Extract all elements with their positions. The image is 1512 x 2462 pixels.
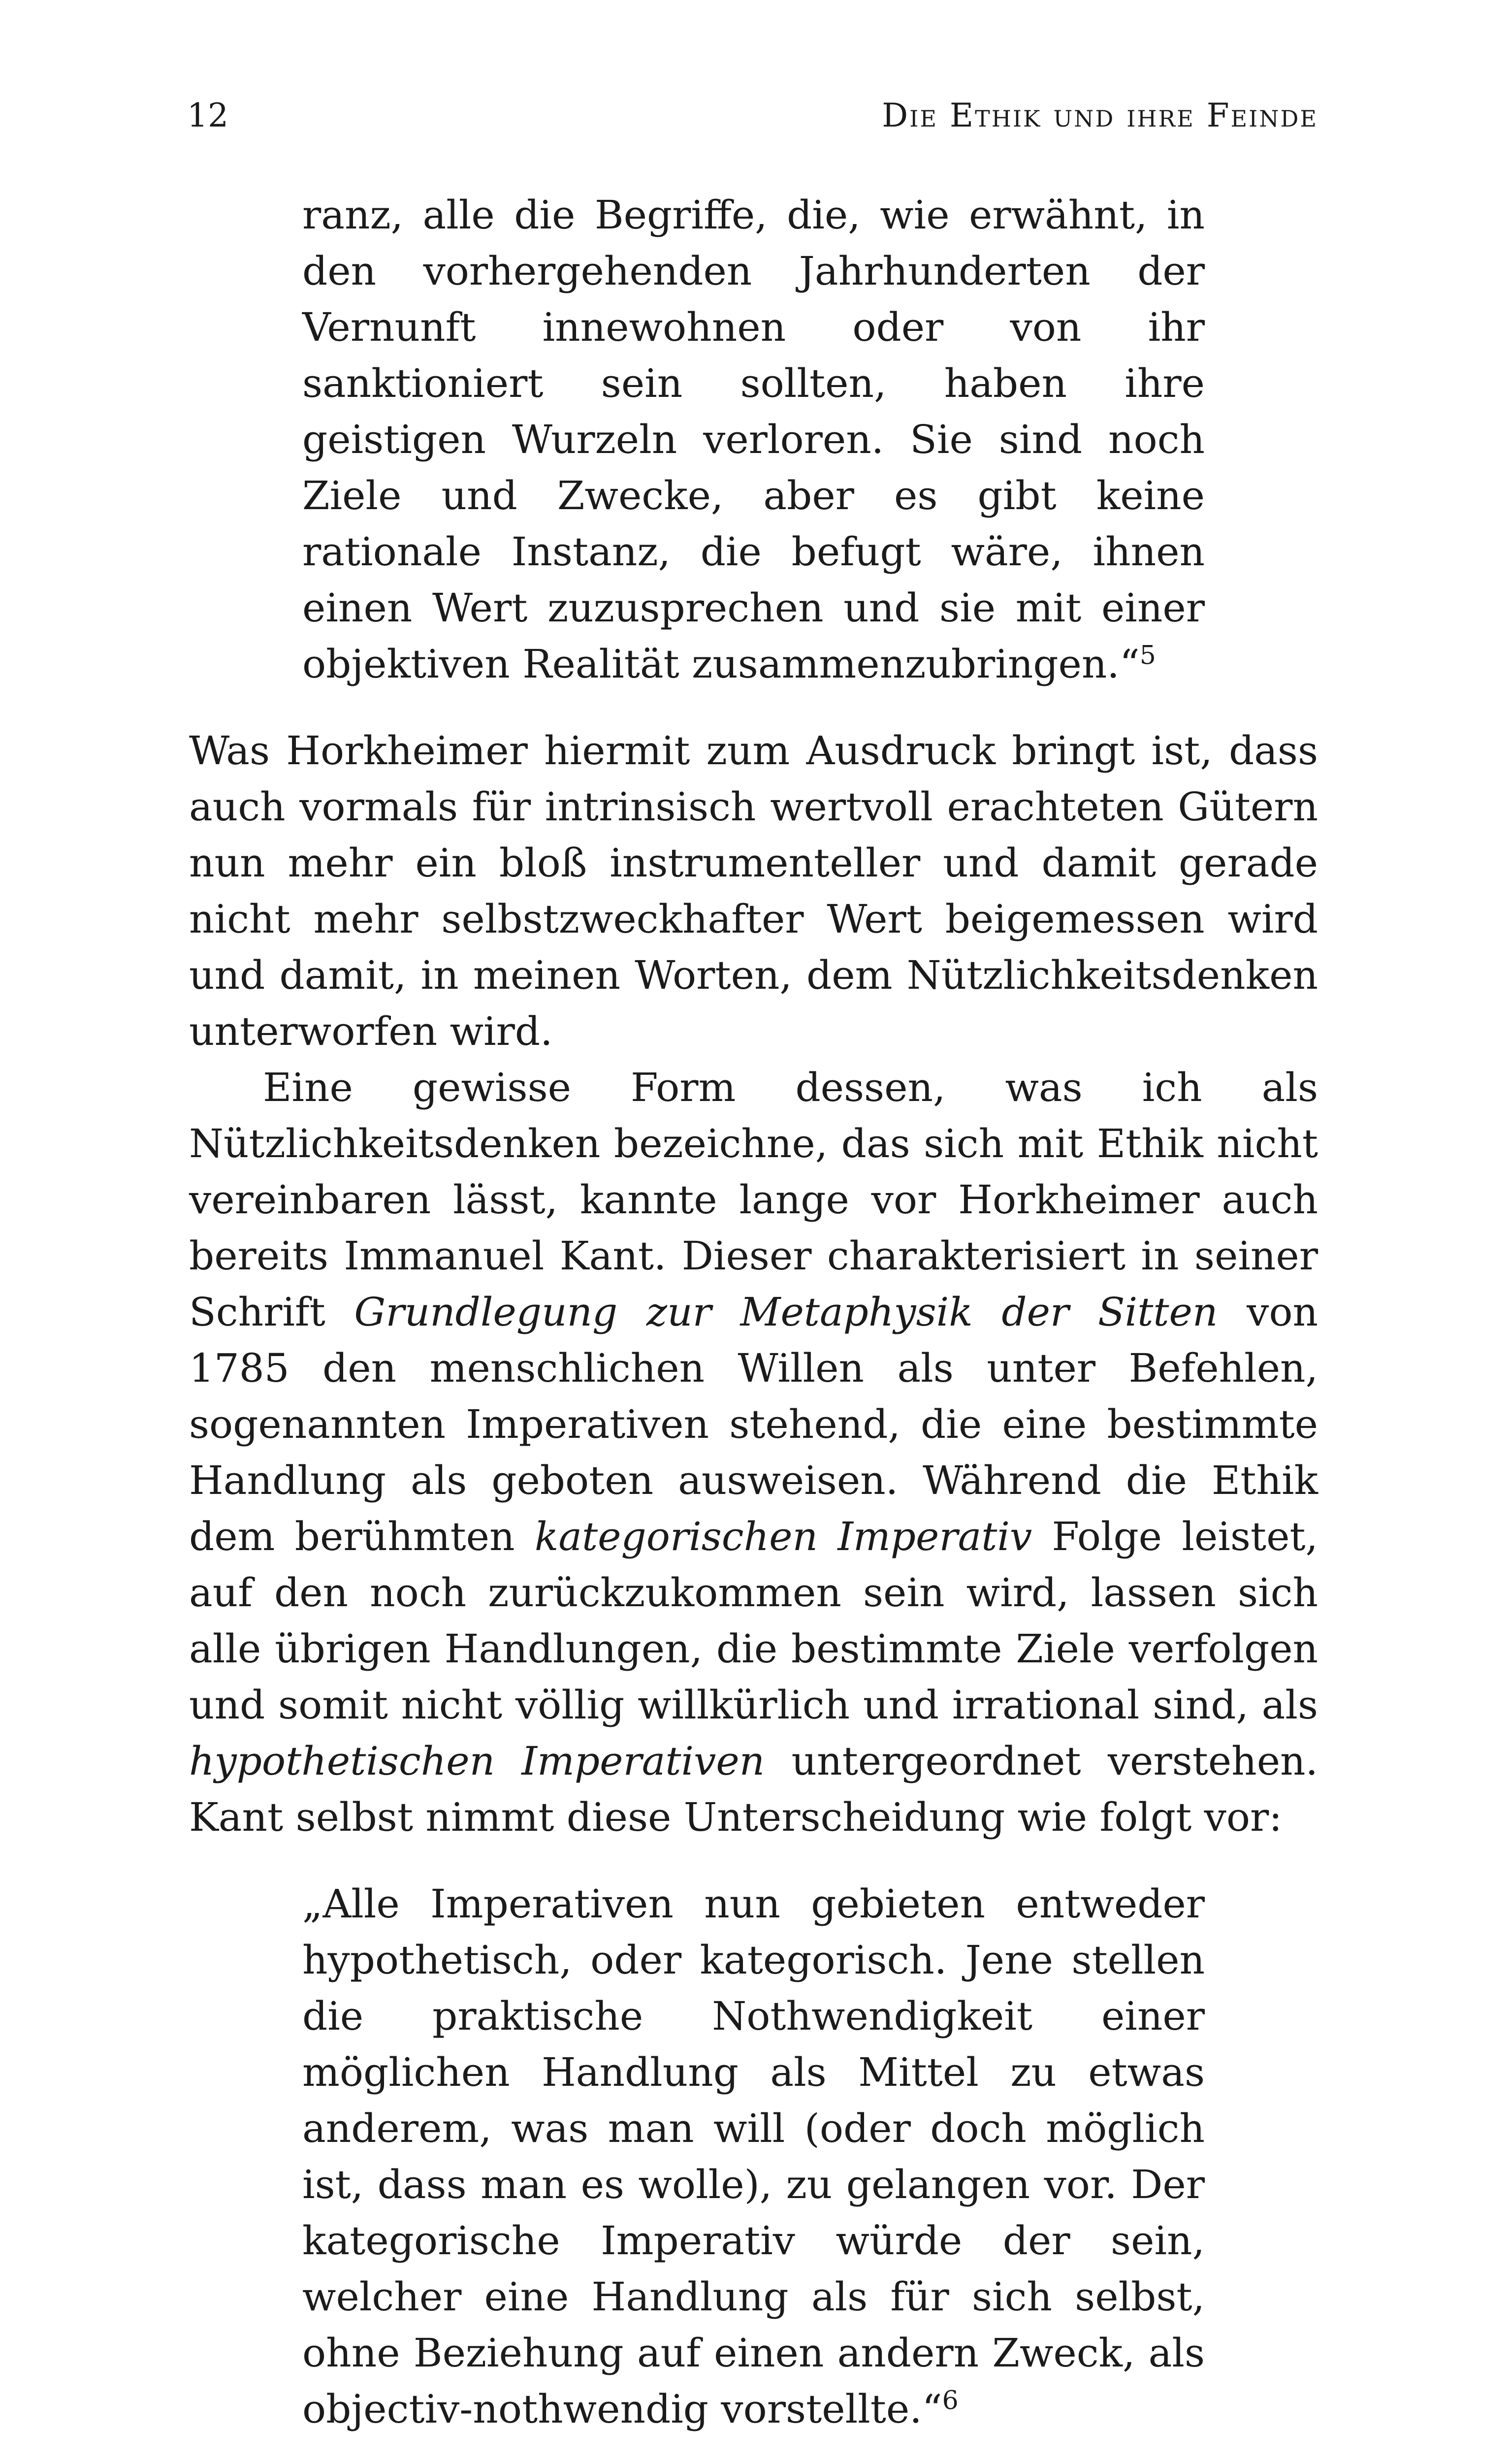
page-number: 12 (187, 97, 228, 134)
term-italic: kategorischen Imperativ (534, 1514, 1032, 1559)
quote-text: „Alle Imperativen nun gebieten entweder hypothetisch, oder kategorisch. Jene stellen die praktische Nothwendigkeit einer möglichen Handlung als Mittel zu etwas anderem, was man will (oder doch möglich ist, dass man es wolle), zu gelangen vor. Der kategorische Imperativ würde der sein, welcher eine Handlung als für sich selbst, ohne Beziehung auf einen andern Zweck, als objectiv-nothwendig vorstellte.“ (302, 1881, 1205, 2432)
paragraph-kant-imperatives (189, 1060, 1318, 1846)
page-header (187, 94, 1318, 138)
paragraph-horkheimer-commentary (189, 723, 1318, 1060)
paragraph-text: untergeordnet verstehen. Kant selbst nimmt diese Unterscheidung wie folgt vor: (189, 1738, 1318, 1840)
book-title-italic: Grundlegung zur Metaphysik der Sitten (354, 1289, 1218, 1335)
quote-text: ranz, alle die Begriffe, die, wie erwähnt, in den vorhergehenden Jahrhunderten der Vernunft innewohnen oder von ihr sanktioniert sein sollten, haben ihre geistigen Wurzeln verloren. Sie sind noch Ziele und Zwecke, aber es gibt keine rationale Instanz, die befugt wäre, ihnen einen Wert zuzusprechen und sie mit einer objektiven Realität zusammenzubringen.“ (302, 192, 1205, 687)
running-head: Die Ethik und ihre Feinde (882, 97, 1318, 134)
page-body (189, 187, 1318, 2462)
footnote-marker[interactable]: 6 (942, 2386, 959, 2416)
paragraph-text: von 1785 den menschlichen Willen als unter Befehlen, sogenannten Imperativen stehend, die eine bestimmte Handlung als geboten ausweisen. Während die Ethik dem berühmten (189, 1289, 1318, 1559)
term-italic: hypothetischen Imperativen (189, 1738, 765, 1784)
paragraph-text: Eine gewisse Form dessen, was ich als Nützlichkeitsdenken bezeichne, das sich mit Ethik nicht vereinbaren lässt, kannte lange vor Horkheimer auch bereits Immanuel Kant. Dieser charakterisiert in seiner Schrift (189, 1065, 1318, 1335)
footnote-marker[interactable]: 5 (1139, 641, 1156, 671)
paragraph-text: Was Horkheimer hiermit zum Ausdruck bringt ist, dass auch vormals für intrinsisch wertvoll erachteten Gütern nun mehr ein bloß instrumenteller und damit gerade nicht mehr selbstzweckhafter Wert beigemessen wird und damit, in meinen Worten, dem Nützlichkeitsdenken unterworfen wird. (189, 728, 1318, 1054)
block-quote-kant (302, 1876, 1205, 2437)
paragraph-text: Folge leistet, auf den noch zurückzukommen sein wird, lassen sich alle übrigen Handlungen, die bestimmte Ziele verfolgen und somit nicht völlig willkürlich und irrational sind, als (189, 1514, 1318, 1728)
block-quote-horkheimer (302, 187, 1205, 692)
